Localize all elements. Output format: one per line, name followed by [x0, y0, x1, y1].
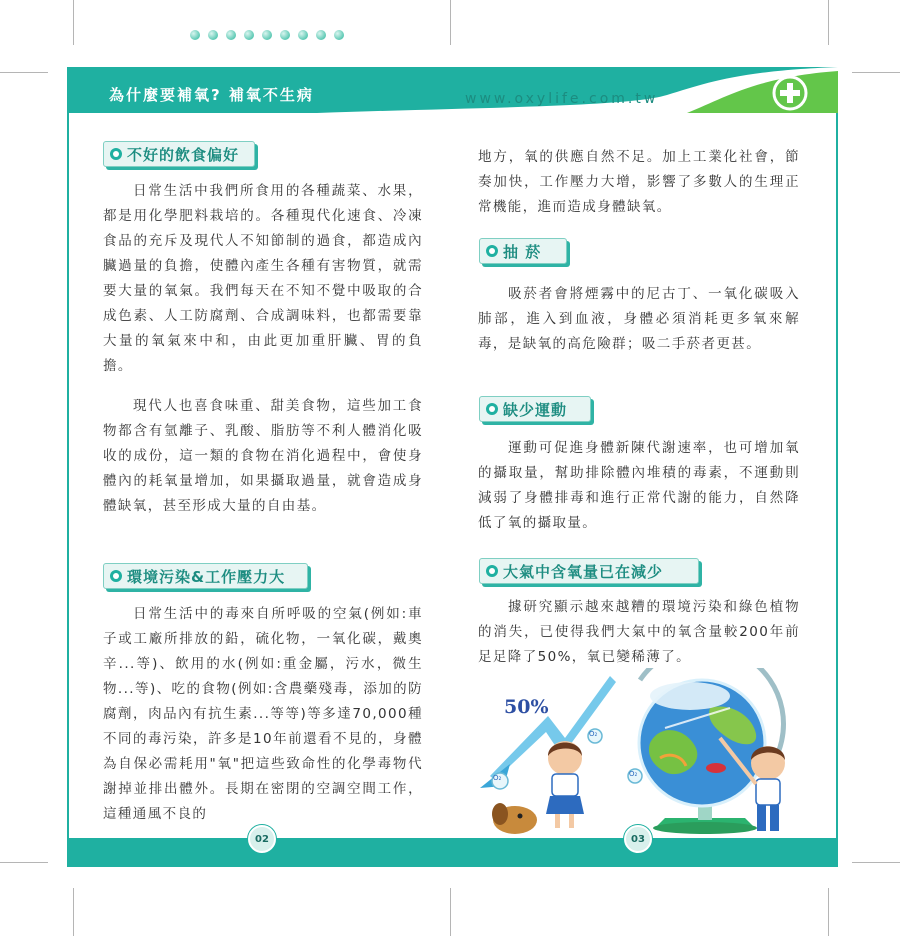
plus-cross-icon	[773, 77, 807, 111]
section-heading-atmosphere: 大氣中含氧量已在減少	[479, 558, 699, 584]
bullet-icon	[486, 245, 498, 257]
bullet-icon	[110, 570, 122, 582]
paragraph-exercise: 運動可促進身體新陳代謝速率，也可增加氧的攝取量，幫助排除體內堆積的毒素，不運動則減弱了身體排毒和進行正常代謝的能力，自然降低了氧的攝取量。	[478, 440, 800, 531]
header-title: 為什麼要補氧? 補氧不生病	[109, 86, 314, 104]
crop-mark-bottom-right-v	[828, 888, 829, 936]
o2-bubble-label: O₂	[589, 730, 598, 738]
crop-mark-top-left-v	[73, 0, 74, 45]
section-heading-pollution: 環境污染&工作壓力大	[103, 563, 308, 589]
header-banner	[67, 67, 838, 113]
section-heading-smoking: 抽 菸	[479, 238, 567, 264]
paragraph-diet-1: 日常生活中我們所食用的各種蔬菜、水果，都是用化學肥料栽培的。各種現代化速食、冷凍食品的充斥及現代人不知節制的過食，都造成內臟過量的負擔，使體內產生各種有害物質，就需要大量的氧氣。我們每天在不知不覺中吸取的合成色素、人工防腐劑、合成調味料，也都需要靠大量的氧氣來中和，由此更加重肝臟、胃的負擔。	[103, 183, 423, 374]
section-heading-diet: 不好的飲食偏好	[103, 141, 255, 167]
illustration	[470, 668, 800, 838]
paragraph-atmosphere: 據研究顯示越來越糟的環境污染和綠色植物的消失，已使得我們大氣中的氧含量較200年前足足降了50%，氧已變稀薄了。	[478, 599, 800, 665]
section-heading-exercise: 缺少運動	[479, 396, 591, 422]
o2-bubble-label: O₂	[493, 774, 502, 782]
paragraph-continued: 地方，氧的供應自然不足。加上工業化社會，節奏加快，工作壓力大增，影響了多數人的生理正常機能，進而造成身體缺氧。	[478, 149, 800, 215]
page-number-right: 03	[624, 825, 652, 853]
crop-mark-left-top-h	[0, 72, 48, 73]
bullet-icon	[110, 148, 122, 160]
percent-label: 50%	[504, 696, 549, 718]
crop-mark-top-right-v	[828, 0, 829, 45]
crop-mark-top-center-v	[450, 0, 451, 45]
crop-mark-left-bottom-h	[0, 862, 48, 863]
paragraph-smoking: 吸菸者會將煙霧中的尼古丁、一氧化碳吸入肺部，進入到血液，身體必須消耗更多氧來解毒，是缺氧的高危險群；吸二手菸者更甚。	[478, 286, 800, 352]
paragraph-pollution: 日常生活中的毒來自所呼吸的空氣(例如:車子或工廠所排放的鉛，硫化物，一氧化碳，戴奧辛...等)、飲用的水(例如:重金屬，污水，微生物...等)、吃的食物(例如:含農藥殘毒，添加的防腐劑，肉品內有抗生素...等等)等多達70,000種不同的毒污染，許多是10年前還看不見的，身體為自保必需耗用"氧"把這些致命性的化學毒物代謝掉並排出體外。長期在密閉的空調空間工作，這種通風不良的	[103, 606, 423, 822]
bullet-icon	[486, 565, 498, 577]
crop-mark-bottom-left-v	[73, 888, 74, 936]
crop-mark-right-top-h	[852, 72, 900, 73]
bullet-icon	[486, 403, 498, 415]
crop-mark-right-bottom-h	[852, 862, 900, 863]
crop-mark-bottom-center-v	[450, 888, 451, 936]
o2-bubble-label: O₂	[629, 770, 638, 778]
footer-band	[67, 838, 838, 866]
header-url[interactable]: www.oxylife.com.tw	[465, 91, 659, 107]
page-number-left: 02	[248, 825, 276, 853]
paragraph-diet-2: 現代人也喜食味重、甜美食物，這些加工食物都含有氫離子、乳酸、脂肪等不利人體消化吸收的成份，這一類的食物在消化過程中，會使身體內的耗氧量增加，如果攝取過量，就會造成身體缺氧，甚至形成大量的自由基。	[103, 398, 423, 514]
